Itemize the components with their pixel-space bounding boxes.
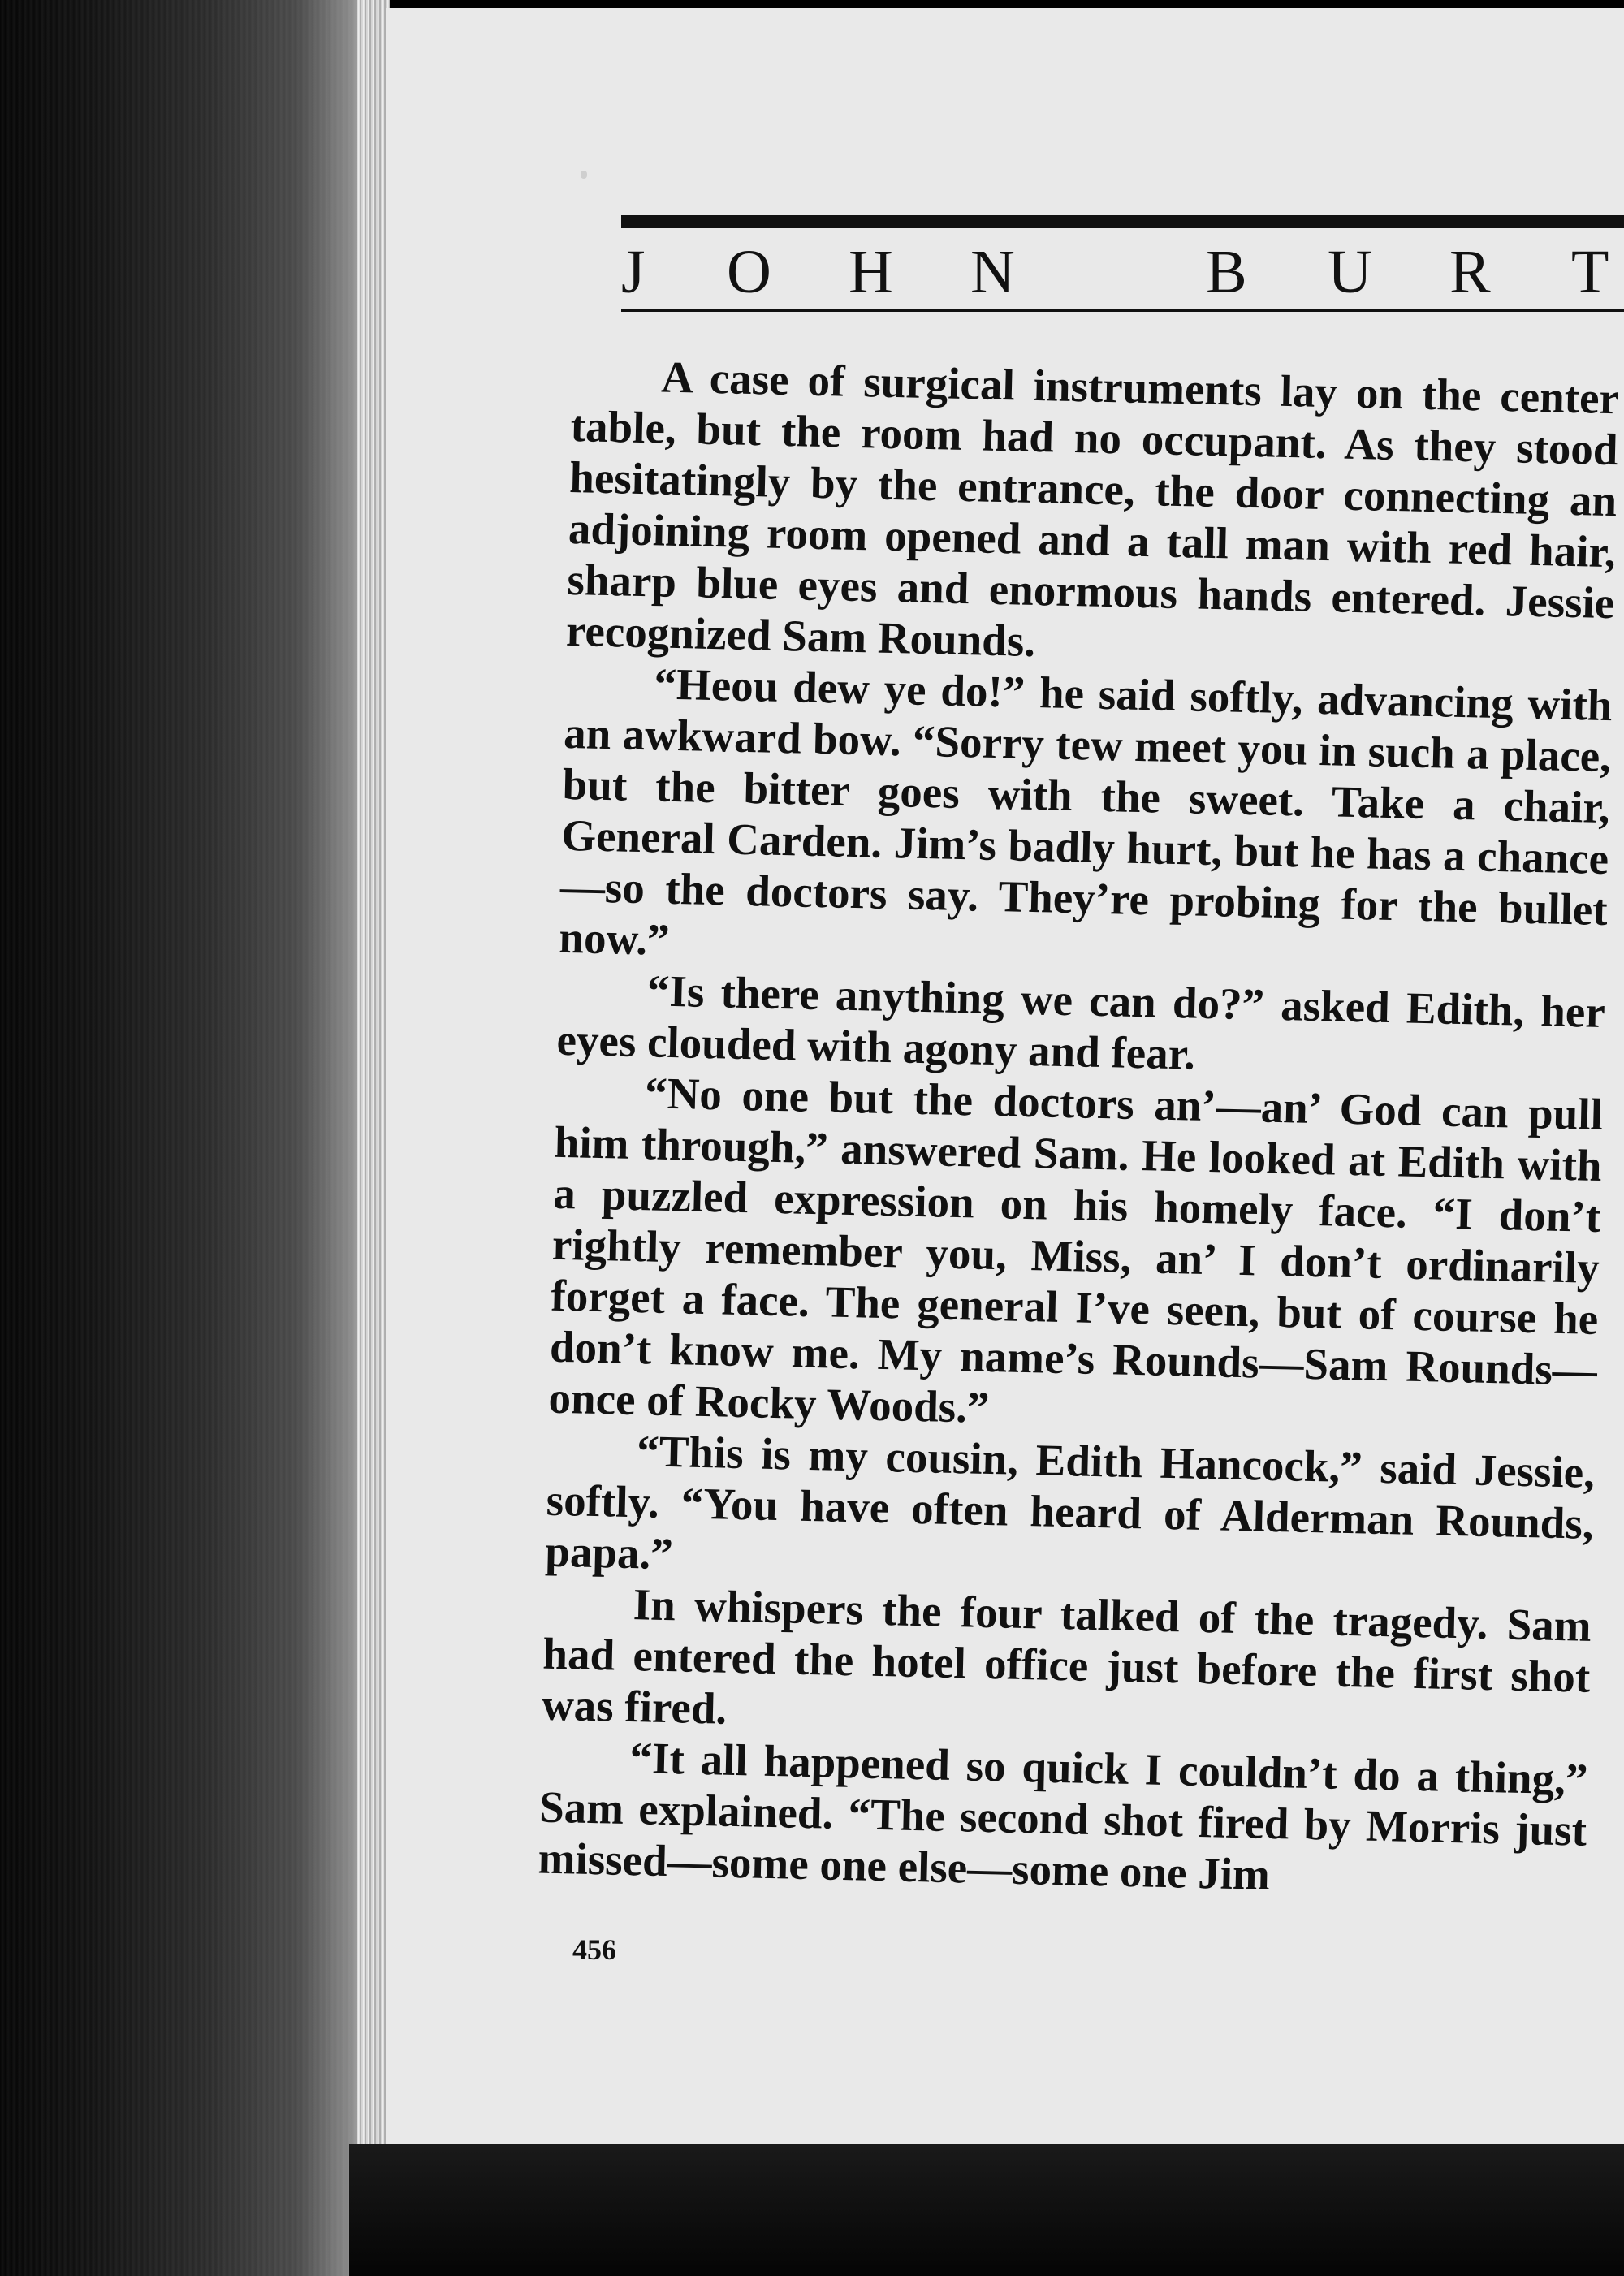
paragraph: “Is there anything we can do?” asked Edith, her eyes clouded with agony and fear. — [556, 965, 1606, 1079]
running-head-letter: T — [1571, 238, 1609, 306]
header-rule-bottom — [621, 309, 1624, 312]
running-head-letter: J — [621, 238, 646, 306]
page-edges — [357, 0, 390, 2152]
body-text — [538, 349, 1620, 1907]
running-head-letter: O — [727, 238, 771, 306]
running-head — [621, 237, 1624, 310]
running-head-letter: U — [1328, 238, 1372, 306]
paragraph: “It all happened so quick I couldn’t do a thing,” Sam explained. “The second shot fired by Morris just missed—some one else—some one Jim — [538, 1733, 1589, 1899]
paragraph: In whispers the four talked of the tragedy. Sam had entered the hotel office just before the first shot was fired. — [541, 1579, 1592, 1734]
paragraph: “Heou dew ye do!” he said softly, advancing with an awkward bow. “Sorry tew meet you in such a place, but the bitter goes with the sweet. Take a chair, General Carden. Jim’s badly hurt, but he has a chance—so the doctors say. They’re probing for the bullet now.” — [558, 659, 1613, 965]
page-number: 456 — [572, 1933, 616, 1966]
running-head-letter: N — [970, 238, 1015, 306]
bottom-shadow — [349, 2144, 1624, 2276]
speck-mark — [581, 171, 587, 179]
running-head-letter: B — [1206, 238, 1247, 306]
header-rule-top — [621, 215, 1624, 228]
running-head-letter: H — [849, 238, 893, 306]
paragraph: “This is my cousin, Edith Hancock,” said Jessie, softly. “You have often heard of Alderman Rounds, papa.” — [544, 1426, 1596, 1579]
book-page — [386, 8, 1624, 2144]
paragraph: “No one but the doctors an’—an’ God can pull him through,” answered Sam. He looked at Edith with a puzzled expression on his homely face. “I don’t rightly remember you, Miss, an’ I don’t ordinarily forget a face. The general I’ve seen, but of course he don’t know me. My name’s Rounds—Sam Rounds—once of Rocky Woods.” — [548, 1068, 1604, 1432]
paragraph: A case of surgical instruments lay on the center table, but the room had no occupant. As they stood hesitatingly by the entrance, the door connecting an adjoining room opened and a tall man with red hair, sharp blue eyes and enormous hands entered. Jessie recognized Sam Rounds. — [565, 352, 1620, 667]
running-head-letter: R — [1449, 238, 1491, 306]
book-spine — [0, 0, 382, 2276]
